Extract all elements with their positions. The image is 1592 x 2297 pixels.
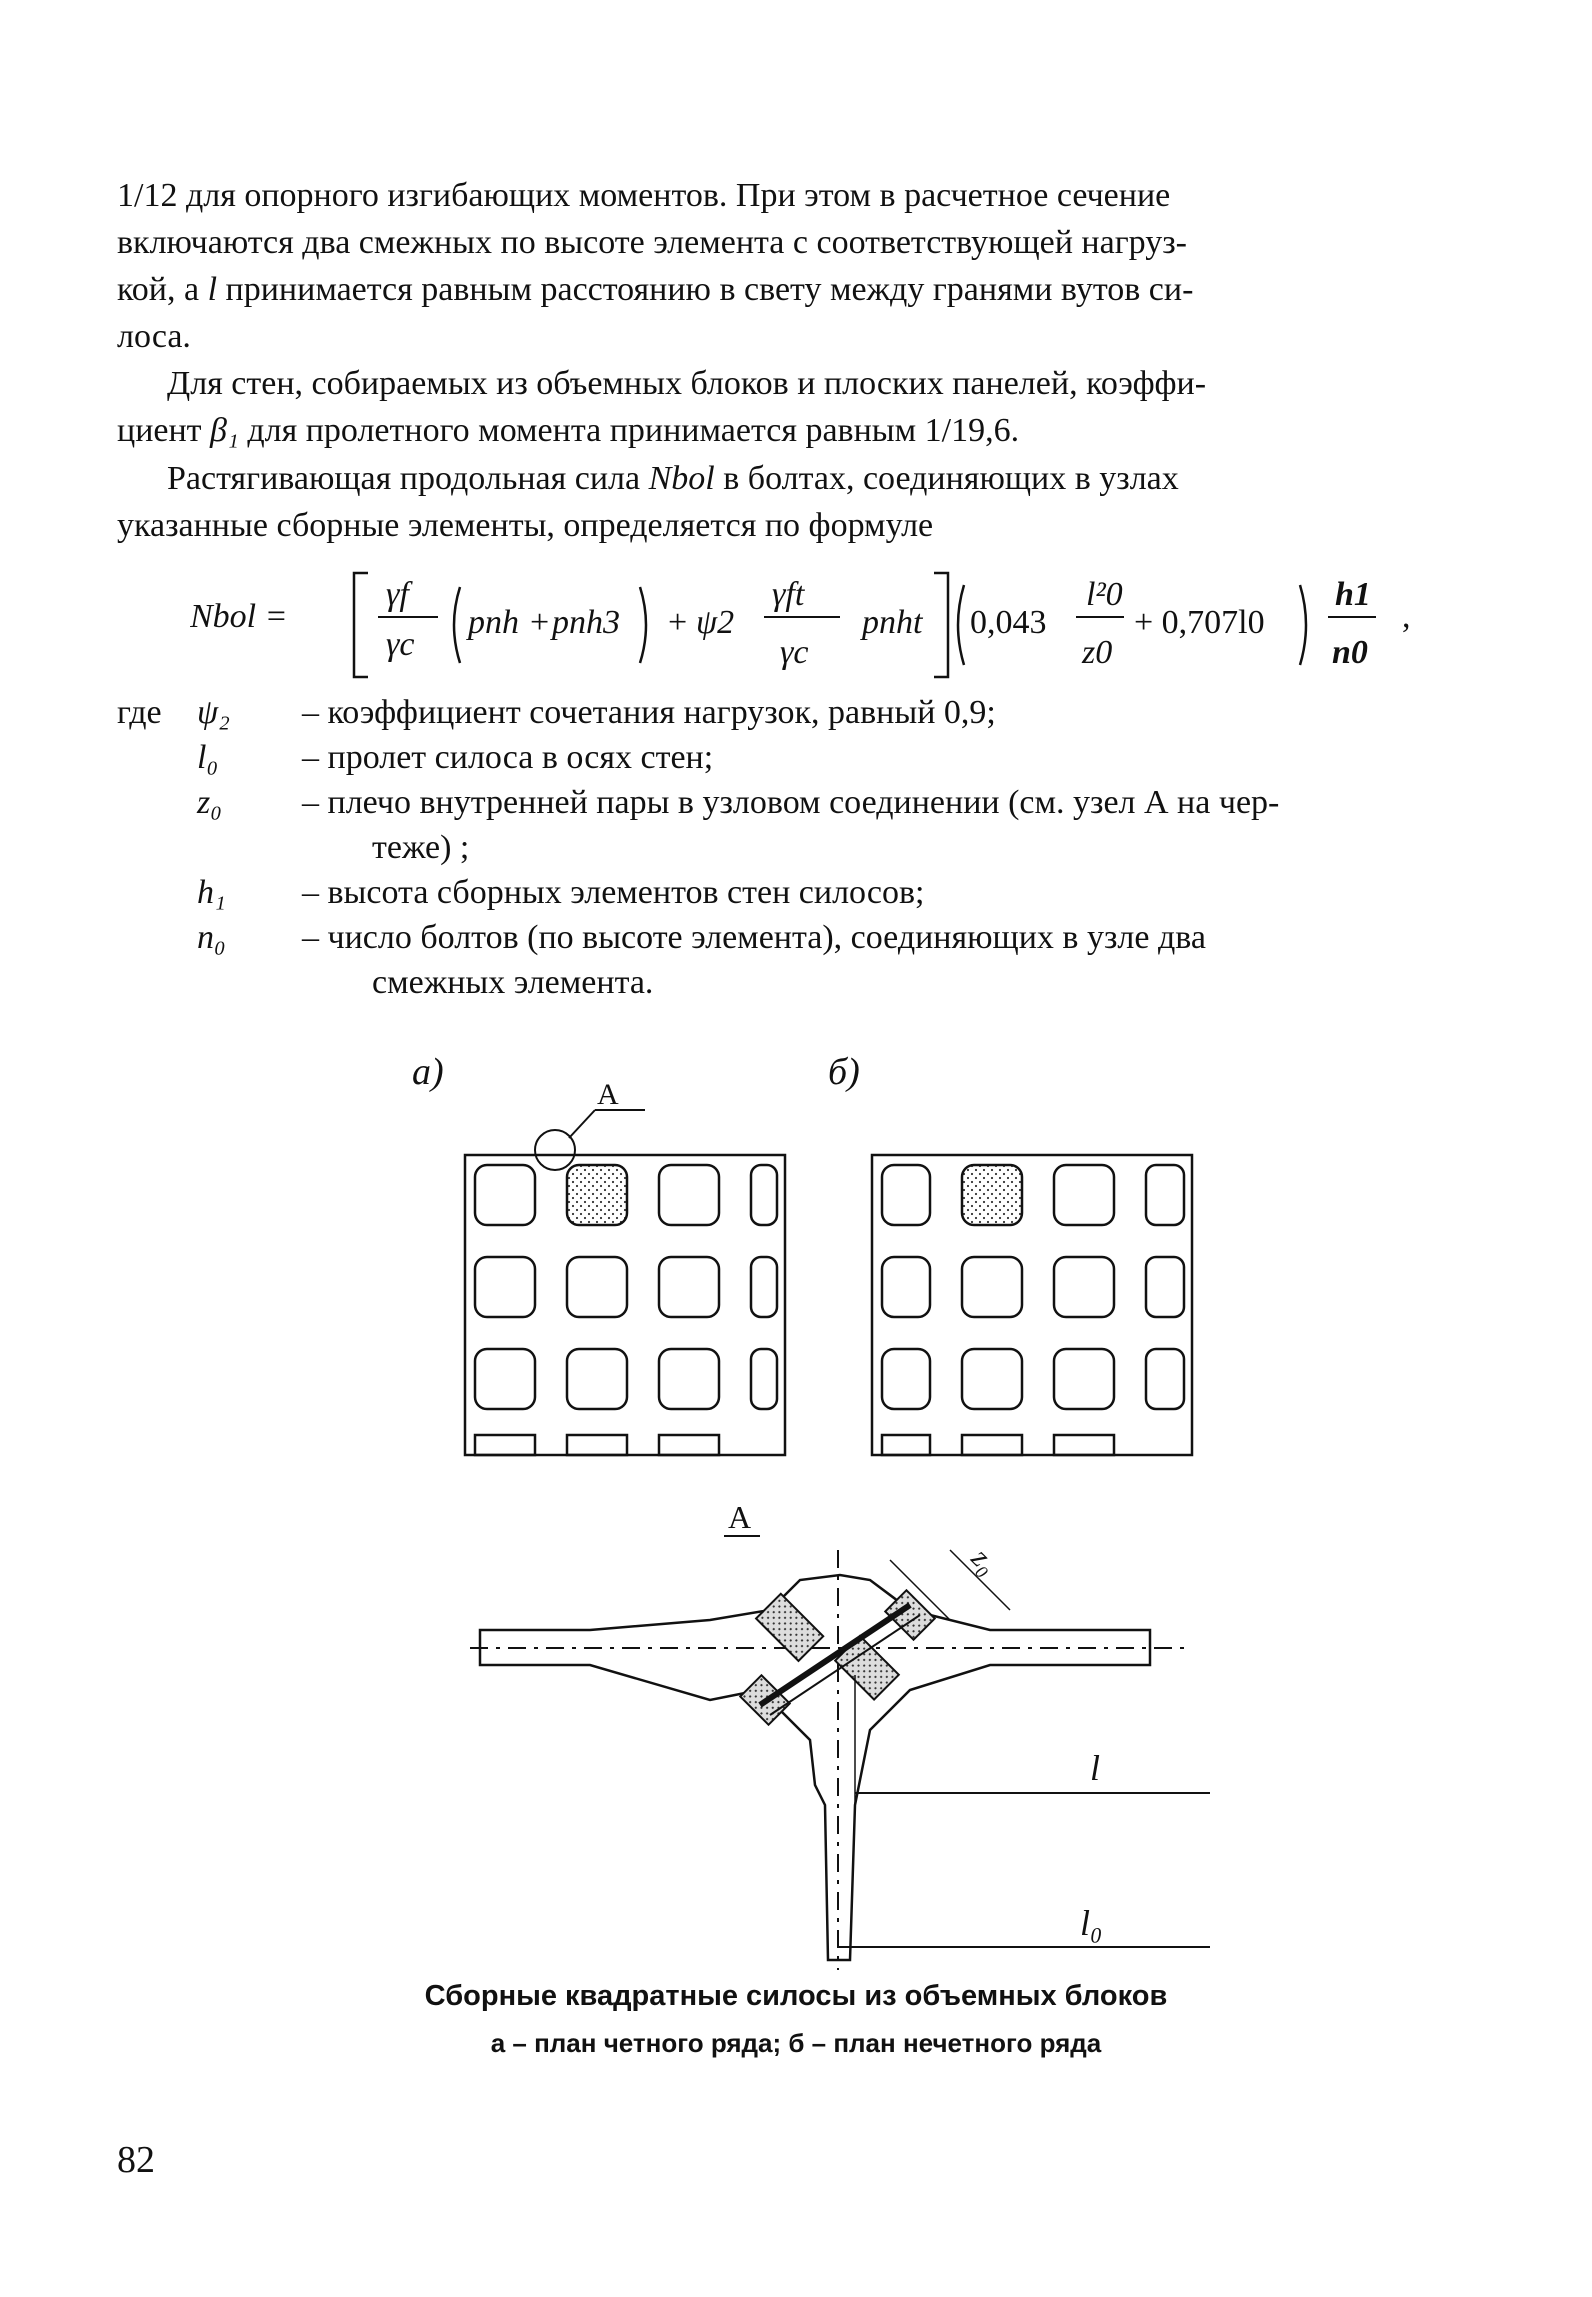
text-span: циент [117, 412, 211, 449]
node-a-marker [535, 1130, 575, 1170]
legend-text: – коэффициент сочетания нагрузок, равный 0,9; [302, 694, 996, 731]
formula-comma: , [1402, 598, 1411, 635]
legend-symbol: l₀ [197, 739, 219, 776]
n0: n0 [1332, 634, 1368, 671]
dim-l0: l₀ [1080, 1903, 1103, 1943]
paragraph-3 [117, 455, 1502, 549]
legend-row [117, 735, 1502, 780]
legend-symbol: z₀ [197, 784, 223, 821]
plan-grid [872, 1155, 1192, 1455]
paragraph-line: включаются два смежных по высоте элемента с соответствующей нагруз- [117, 224, 1187, 261]
coef-0043: 0,043 [970, 604, 1047, 641]
legend-symbol [197, 825, 372, 870]
paragraph-2 [117, 360, 1502, 454]
p-htn: pnht [862, 604, 923, 641]
p-hn: pnh [468, 604, 519, 641]
legend-row [117, 825, 1502, 870]
legend-row [117, 960, 1502, 1005]
paren-left [454, 587, 460, 663]
legend-symbol: ψ₂ [197, 694, 230, 731]
psi-2: ψ2 [696, 604, 735, 641]
legend-row [117, 870, 1502, 915]
legend-text: теже) ; [372, 829, 470, 866]
legend-text: – число болтов (по высоте элемента), соединяющих в узле два [302, 919, 1206, 956]
formula-legend [117, 690, 1502, 1005]
paragraph-line [117, 266, 1502, 313]
gamma-f: γf [386, 576, 409, 613]
text-span: кой, а [117, 271, 208, 308]
gamma-ft: γft [772, 576, 805, 613]
legend-text: – высота сборных элементов стен силосов; [302, 874, 925, 911]
figure-label-a: а) [412, 1051, 444, 1093]
legend-text: – плечо внутренней пары в узловом соединении (см. узел А на чер- [302, 784, 1280, 821]
plan-even-row [455, 1080, 795, 1480]
dim-l: l [1090, 1748, 1101, 1788]
leader-line [569, 1110, 595, 1138]
figure-label-b: б) [828, 1051, 860, 1093]
variable-l: l [207, 271, 218, 308]
paragraph-1 [117, 172, 1502, 360]
dim-z0: z₀ [965, 1541, 1005, 1581]
paragraph-line: 1/12 для опорного изгибающих моментов. При этом в расчетное сечение [117, 177, 1171, 214]
detail-label: А [728, 1499, 752, 1535]
legend-text: смежных элемента. [372, 964, 654, 1001]
page-number: 82 [117, 2139, 155, 2181]
coef-0707-l0: + 0,707l0 [1134, 604, 1265, 641]
gamma-c: γc [386, 626, 415, 663]
paragraph-line: указанные сборные элементы, определяется по формуле [117, 507, 934, 544]
legend-where: где [117, 694, 162, 731]
detail-node-a [470, 1490, 1230, 1990]
variable-nbol: Nbol [648, 460, 715, 497]
h1: h1 [1335, 576, 1371, 613]
legend-symbol: n₀ [197, 919, 226, 956]
legend-text: – пролет силоса в осях стен; [302, 739, 714, 776]
plan-odd-row [862, 1080, 1202, 1480]
plus-sign: + [668, 604, 688, 641]
legend-row [117, 690, 1502, 735]
p-h3n: pnh3 [552, 604, 620, 641]
l0-squared: l²0 [1086, 576, 1123, 613]
text-span: принимается равным расстоянию в свету между гранями вутов си- [217, 271, 1194, 308]
node-label: А [597, 1080, 619, 1111]
text-span: Растягивающая продольная сила [167, 460, 649, 497]
legend-symbol: h₁ [197, 874, 226, 911]
figure-caption-title: Сборные квадратные силосы из объемных блоков [424, 1980, 1168, 2012]
bracket-left [354, 573, 368, 677]
paren-left [958, 585, 964, 665]
gamma-c: γc [780, 634, 809, 671]
text-span: для пролетного момента принимается равным 1/19,6. [238, 412, 1020, 449]
plan-grid [465, 1155, 785, 1455]
plus-sign: + [530, 604, 550, 641]
paragraph-line [117, 407, 1502, 454]
legend-row [117, 780, 1502, 825]
z0: z0 [1082, 634, 1113, 671]
bolt-force-formula [190, 555, 1490, 705]
variable-beta1: β₁ [210, 412, 239, 449]
text-span: в болтах, соединяющих в узлах [714, 460, 1179, 497]
paragraph-line: Для стен, собираемых из объемных блоков и плоских панелей, коэффи- [167, 365, 1207, 402]
figure-caption-subtitle: а – план четного ряда; б – план нечетного ряда [490, 2028, 1102, 2058]
paragraph-line [117, 455, 1502, 502]
paren-right [1300, 585, 1306, 665]
legend-row [117, 915, 1502, 960]
formula-lhs: Nbol = [190, 598, 288, 635]
legend-symbol [197, 960, 372, 1005]
bracket-right [934, 573, 948, 677]
paragraph-line: лоса. [117, 318, 191, 355]
paren-right [640, 587, 646, 663]
